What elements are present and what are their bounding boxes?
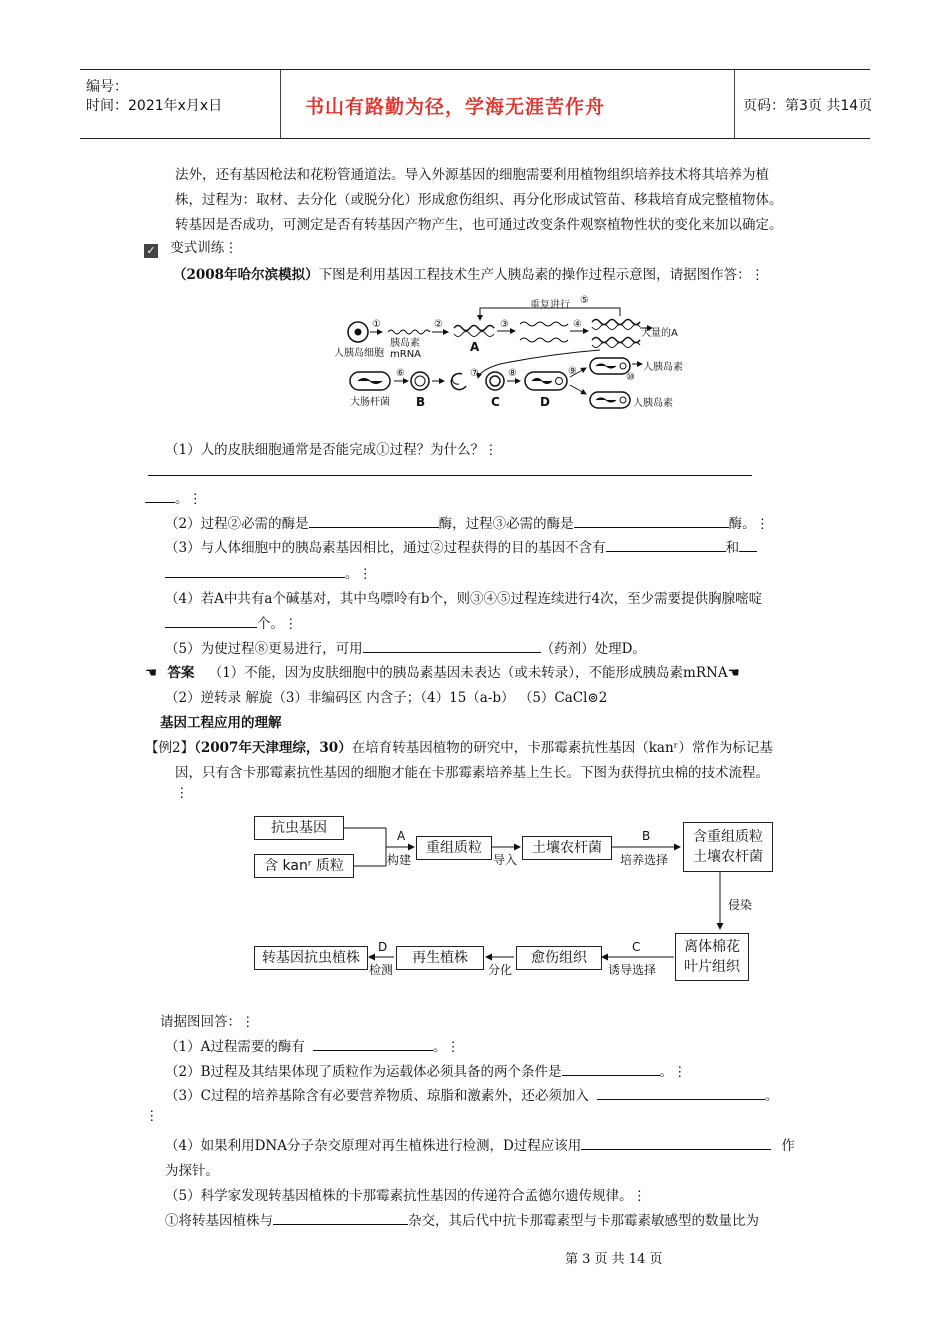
q1-3-tail — [165, 562, 372, 582]
example2-tag: 【例2】 — [145, 740, 195, 756]
example2-source: （2007年天津理综，30） — [194, 740, 352, 756]
q1-3-text-a: （3）与人体细胞中的胰岛素基因相比，通过②过程获得的目的基因不含有 — [165, 540, 606, 556]
q2-5: （5）科学家发现转基因植株的卡那霉素抗性基因的传递符合孟德尔遗传规律。⋮ — [165, 1188, 647, 1204]
plasmid-b-icon — [411, 372, 429, 390]
flow-box-cotton-line-1: 离体棉花 — [684, 939, 740, 955]
q1-1-tail-text: 。⋮ — [175, 491, 202, 507]
q2-4-blank — [581, 1137, 771, 1150]
flow-box-agro: 土壤农杆菌 — [522, 836, 612, 860]
example2-text-1: 在培育转基因植物的研究中，卡那霉素抗性基因（kanʳ）常作为标记基 — [351, 740, 773, 756]
q1-4-tail — [165, 612, 298, 632]
flow-box-contain — [683, 822, 773, 872]
intro-line-2: 株，过程为：取材、去分化（或脱分化）形成愈伤组织、再分化形成试管苗、移栽培育成完整植物体。 — [175, 192, 783, 208]
flow-label-infect: 侵染 — [728, 898, 753, 912]
step-7-label: ⑦ — [470, 368, 479, 379]
q1-4-blank — [165, 615, 257, 628]
q1-3 — [165, 536, 757, 556]
example2-line-2: 因，只有含卡那霉素抗性基因的细胞才能在卡那霉素培养基上生长。下图为获得抗虫棉的技术流程。 — [175, 765, 769, 781]
step-10-label: ⑩ — [626, 372, 635, 383]
q2-3-dots: ⋮ — [145, 1108, 159, 1124]
q2-5-1-tail: 杂交，其后代中抗卡那霉素型与卡那霉素敏感型的数量比为 — [408, 1213, 759, 1229]
q1-5-text-b: （药剂）处理D。 — [540, 641, 646, 657]
section-title: 基因工程应用的理解 — [160, 715, 282, 731]
example2-dots: ⋮ — [175, 785, 189, 801]
q2-4-line-2: 为探针。 — [165, 1163, 219, 1179]
page-footer: 第 3 页 共 14 页 — [565, 1252, 663, 1267]
variant-source: （2008年哈尔滨模拟） — [173, 267, 319, 283]
q1-4: （4）若A中共有a个碱基对，其中鸟嘌呤有b个，则③④⑤过程连续进行4次，至少需要提供胸腺嘧啶 — [165, 591, 763, 607]
q2-1 — [165, 1035, 460, 1055]
header-motto-cell — [280, 70, 735, 138]
q2-3-blank — [597, 1087, 765, 1100]
q1-5 — [165, 637, 646, 657]
flow-label-introduce: 导入 — [493, 853, 518, 867]
answer-title: 答案 — [167, 665, 195, 681]
q2-4-text: （4）如果利用DNA分子杂交原理对再生植株进行检测，D过程应该用 — [165, 1138, 582, 1154]
checkbox-icon: ✓ — [144, 244, 158, 258]
flow-box-insect-gene: 抗虫基因 — [254, 816, 344, 840]
q2-5-1-text: ①将转基因植株与 — [165, 1213, 273, 1229]
flow-box-final: 转基因抗虫植株 — [254, 946, 368, 970]
header-page-cell — [735, 70, 873, 138]
q2-2-tail: 。⋮ — [659, 1064, 687, 1080]
intro-line-1: 法外，还有基因枪法和花粉管通道法。导入外源基因的细胞需要利用植物组织培养技术将其培养为植 — [175, 167, 769, 183]
q2-1-blank — [313, 1038, 433, 1051]
step-5-label: ⑤ — [580, 295, 589, 306]
flow-box-kan-plasmid: 含 kanʳ 质粒 — [254, 854, 354, 878]
q1-1: （1）人的皮肤细胞通常是否能完成①过程？为什么？⋮ — [165, 442, 498, 458]
mrna-wave — [388, 330, 430, 334]
repeat-label: 重复进行 — [530, 300, 570, 311]
flow-label-detect: 检测 — [369, 963, 394, 977]
answer-line-1 — [145, 661, 740, 681]
header-meta — [80, 70, 280, 138]
c-label: C — [491, 395, 500, 409]
q1-2-blank-2 — [574, 515, 729, 528]
q1-5-blank — [363, 640, 541, 653]
flow-label-b: B — [642, 829, 651, 843]
q2-3-text: （3）C过程的培养基除含有必要营养物质、琼脂和激素外，还必须加入 — [165, 1088, 589, 1104]
d-label: D — [540, 395, 550, 409]
q1-3-text-b: 和 — [725, 540, 740, 556]
q2-2-blank — [562, 1063, 660, 1076]
q1-5-text-a: （5）为使过程⑧更易进行，可用 — [165, 641, 363, 657]
flow-label-differ: 分化 — [488, 963, 513, 977]
intro-line-3: 转基因是否成功，可测定是否有转基因产物产生，也可通过改变条件观察植物性状的变化来加以确定。 — [175, 217, 783, 233]
large-a-label: 大量的A — [641, 328, 678, 339]
variant-heading-text: 变式训练⋮ — [170, 240, 238, 256]
time-label: 时间：2021年x月x日 — [86, 98, 223, 114]
flow-box-contain-line-1: 含重组质粒 — [693, 829, 763, 845]
a-label: A — [470, 340, 480, 354]
q2-1-text: （1）A过程需要的酶有 — [165, 1039, 305, 1055]
variant-heading — [144, 236, 238, 258]
insulin-label-2: 人胰岛素 — [633, 398, 673, 409]
step-6-label: ⑥ — [396, 368, 405, 379]
q1-1-tail — [145, 487, 202, 507]
step-4-label: ④ — [573, 319, 582, 330]
flow-label-c: C — [632, 940, 641, 954]
q2-4 — [165, 1134, 795, 1154]
q2-4-tail: 作 — [781, 1138, 795, 1154]
variant-stem-text: 下图是利用基因工程技术生产人胰岛素的操作过程示意图，请据图作答：⋮ — [318, 267, 765, 283]
insulin-label-1: 人胰岛素 — [643, 362, 683, 373]
q2-5-1 — [165, 1209, 759, 1229]
insulin-diagram — [330, 292, 690, 414]
flow-label-select: 培养选择 — [620, 853, 669, 867]
flow-label-d: D — [378, 940, 388, 954]
answer-text-1: （1）不能，因为皮肤细胞中的胰岛素基因未表达（或未转录），不能形成胰岛素mRNA — [208, 665, 728, 681]
q1-1-answer-line — [148, 464, 752, 476]
q2-3 — [165, 1084, 778, 1104]
flow-label-build: 构建 — [387, 853, 412, 867]
q1-2 — [165, 512, 769, 532]
serial-label: 编号： — [86, 79, 128, 95]
step-1-label: ① — [372, 319, 381, 330]
b-label: B — [416, 395, 426, 409]
page-header — [80, 69, 873, 139]
page-label: 页码：第3页 共14页 — [743, 98, 873, 114]
q1-3-tail-text: 。⋮ — [345, 566, 372, 582]
q1-2-text-c: 酶。⋮ — [728, 516, 770, 532]
flow-box-cotton-line-2: 叶片组织 — [684, 959, 740, 975]
variant-stem — [173, 263, 764, 283]
step-9-label: ⑨ — [568, 366, 577, 377]
pointing-hand-icon: ☚ — [145, 665, 158, 681]
q2-1-tail: 。⋮ — [432, 1039, 460, 1055]
flow-box-callus: 愈伤组织 — [516, 946, 602, 970]
flow-box-cotton — [675, 933, 749, 981]
step-2-label: ② — [434, 319, 443, 330]
q1-3-blank-1 — [606, 539, 726, 552]
q2-3-tail: 。 — [764, 1088, 779, 1104]
pointing-hand-icon-2: ☚ — [727, 665, 740, 681]
answer-line-2: （2）逆转录 解旋（3）非编码区 内含子；（4）15（a-b） （5）CaCl⊚2 — [165, 690, 608, 706]
step-8-label: ⑧ — [508, 368, 517, 379]
q1-3-blank-2 — [165, 565, 345, 578]
q1-2-text-a: （2）过程②必需的酶是 — [165, 516, 309, 532]
q1-4-tail-text: 个。⋮ — [257, 616, 298, 632]
motto: 书山有路勤为径，学海无涯苦作舟 — [305, 96, 606, 118]
flow-label-a: A — [397, 829, 406, 843]
plasmid-c-icon — [486, 372, 504, 390]
ecoli-label: 大肠杆菌 — [350, 397, 390, 408]
q2-2-text: （2）B过程及其结果体现了质粒作为运载体必须具备的两个条件是 — [165, 1064, 562, 1080]
cell-label: 人胰岛细胞 — [334, 348, 384, 359]
q2-5-1-blank — [273, 1212, 408, 1225]
flow-chart — [250, 812, 780, 987]
flow-box-regen: 再生植株 — [396, 946, 484, 970]
mrna-label: 胰岛素 mRNA — [390, 338, 422, 360]
q2-intro: 请据图回答：⋮ — [160, 1014, 255, 1030]
step-3-label: ③ — [500, 319, 509, 330]
q1-2-blank-1 — [309, 515, 439, 528]
example2-line-1 — [145, 736, 773, 756]
flow-box-contain-line-2: 土壤农杆菌 — [693, 849, 763, 865]
flow-box-recomb: 重组质粒 — [416, 836, 492, 860]
q2-2 — [165, 1060, 687, 1080]
q1-2-text-b: 酶，过程③必需的酶是 — [438, 516, 574, 532]
flow-label-induce: 诱导选择 — [608, 963, 657, 977]
